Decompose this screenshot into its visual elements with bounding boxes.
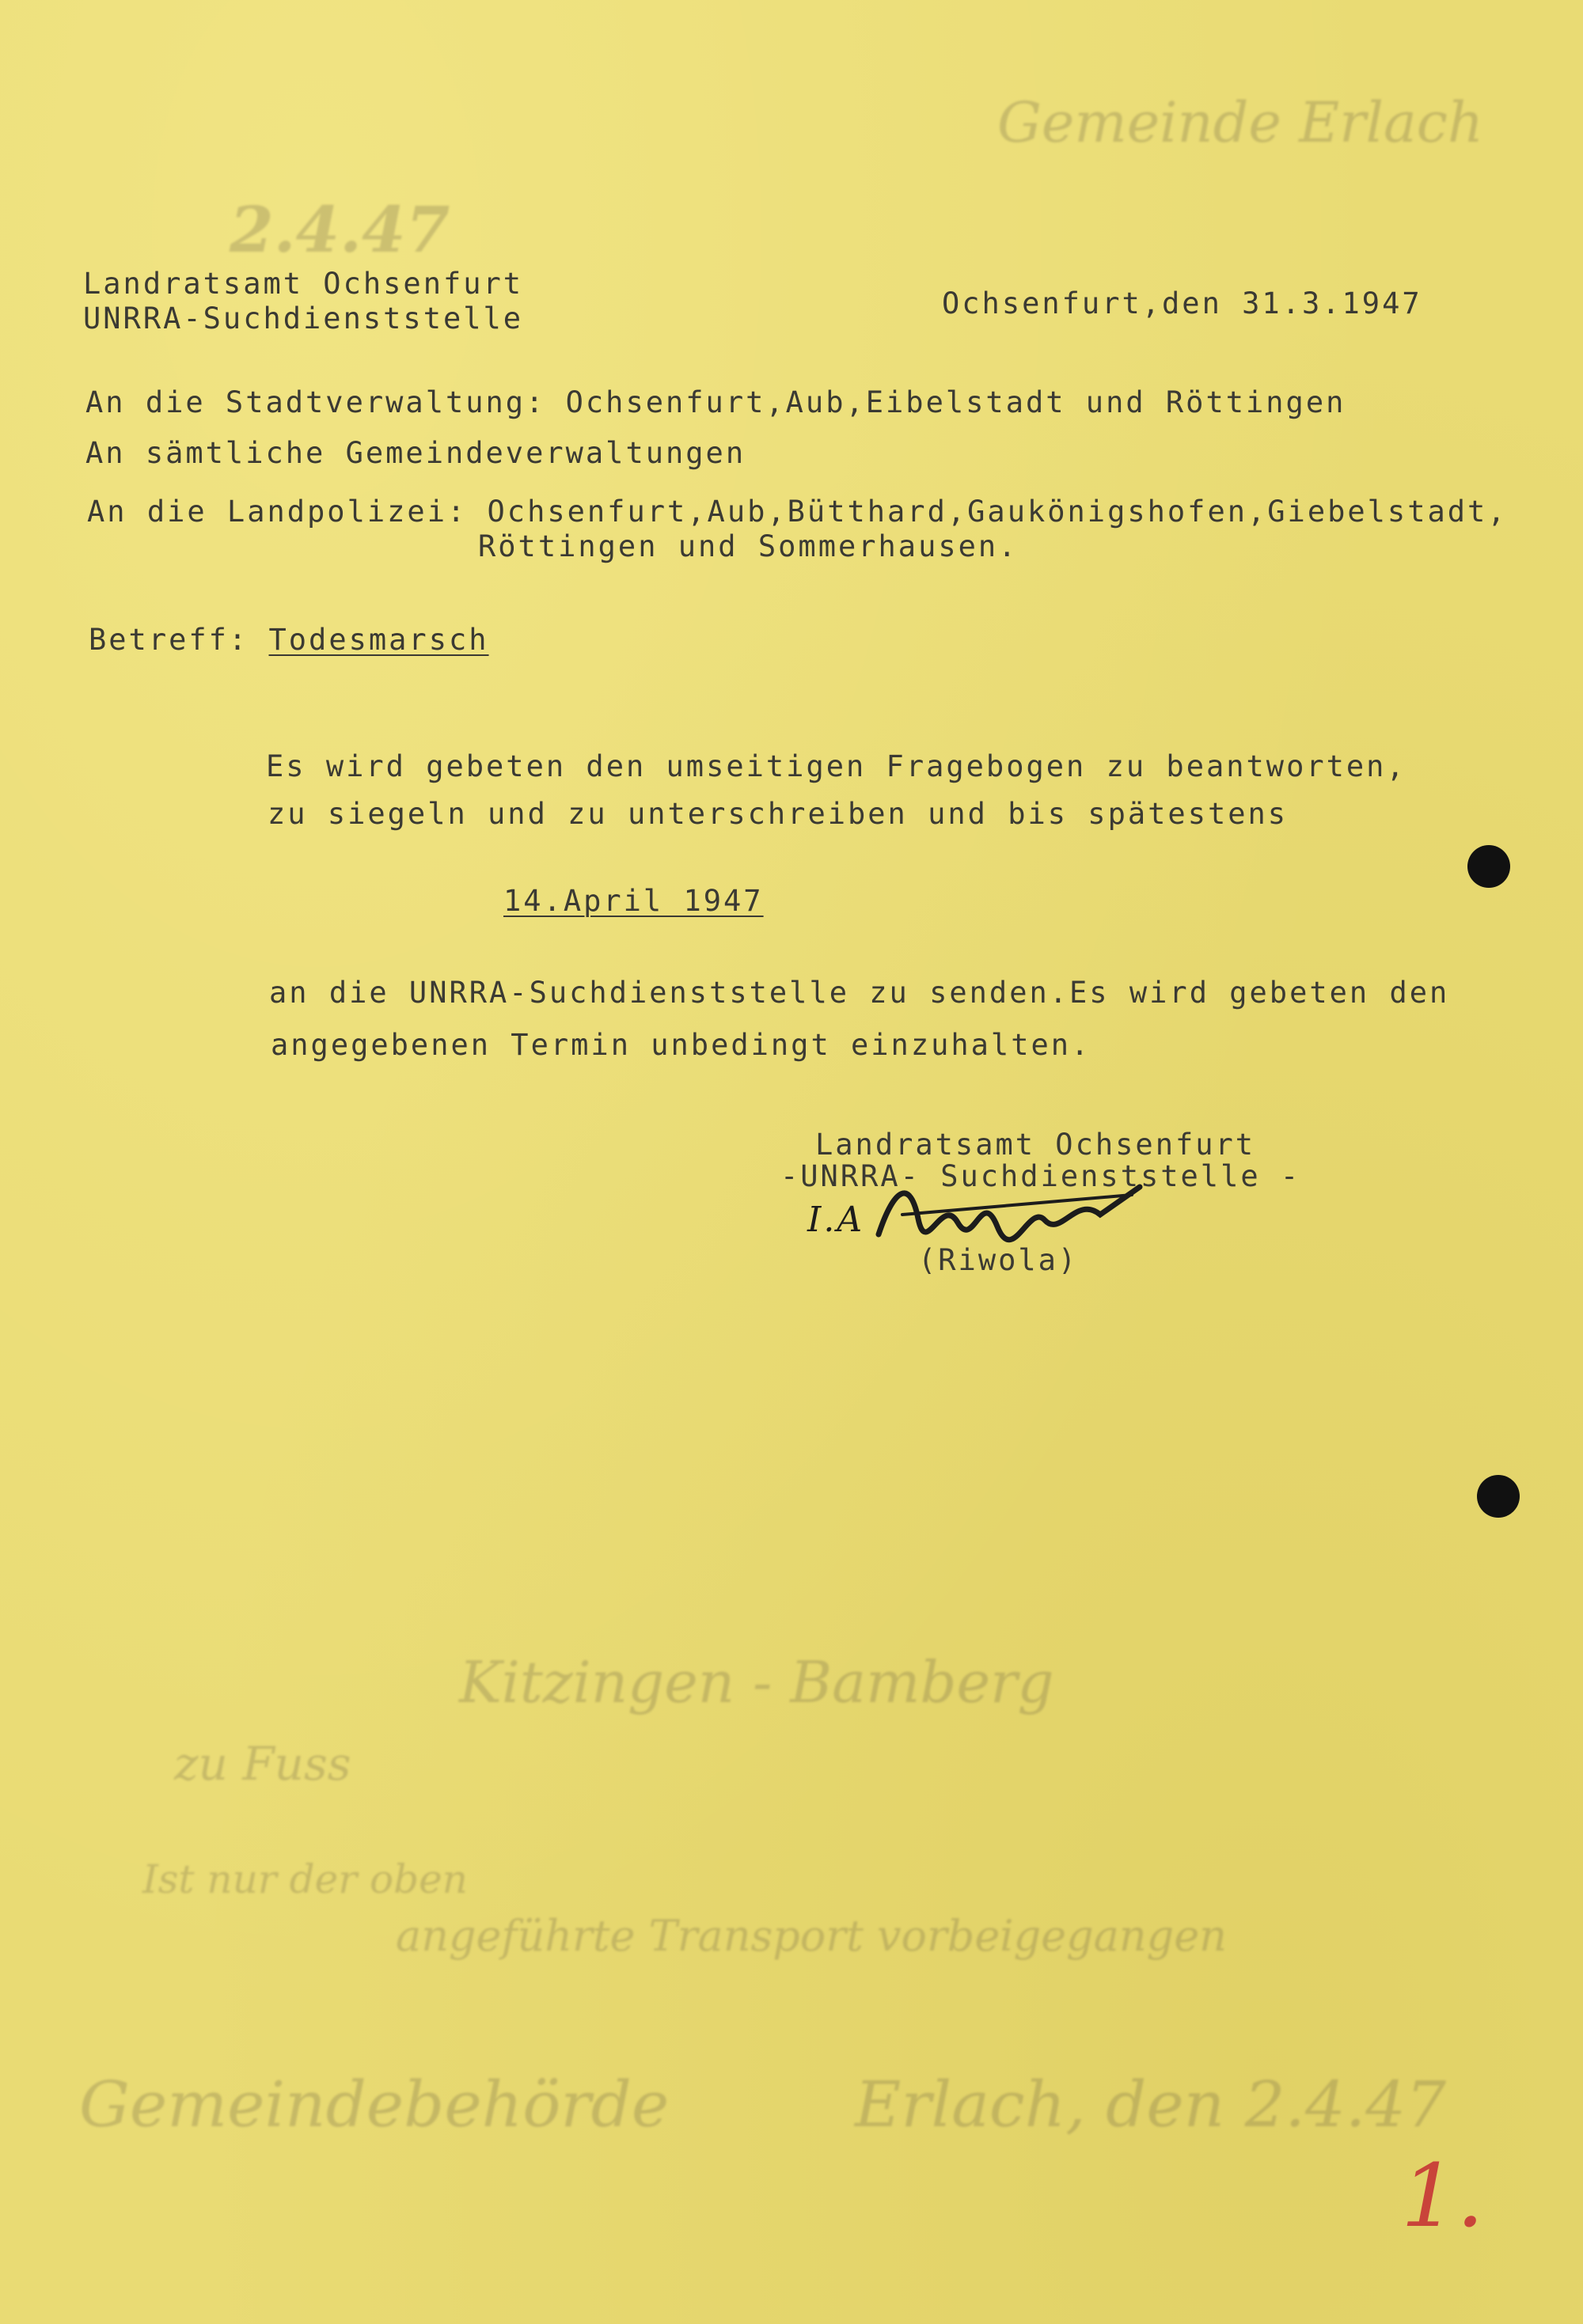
punch-hole-bottom [1477, 1475, 1520, 1518]
signature-name: (Riwola) [918, 1243, 1079, 1277]
subject-label: Betreff: [89, 623, 249, 657]
recipients-line-3: An die Landpolizei: Ochsenfurt,Aub,Bütthard,Gaukönigshofen,Giebelstadt, [87, 495, 1508, 529]
subject-line [89, 623, 489, 657]
recipients-line-4: Röttingen und Sommerhausen. [478, 529, 1019, 563]
signature-line-2: -UNRRA- Suchdienststelle - [780, 1159, 1301, 1193]
bleed-through-mid: Kitzingen - Bamberg [459, 1649, 1054, 1716]
bleed-through-mid4: angeführte Transport vorbeigegangen [396, 1911, 1227, 1961]
punch-hole-top [1467, 845, 1510, 888]
bleed-through-bottom-left: Gemeindebehörde [79, 2068, 670, 2141]
bleed-through-mid2: zu Fuss [174, 1737, 351, 1791]
body-line-4: angegebenen Termin unbedingt einzuhalten. [271, 1028, 1091, 1062]
recipients-line-2: An sämtliche Gemeindeverwaltungen [85, 436, 746, 470]
date-line: Ochsenfurt,den 31.3.1947 [942, 286, 1422, 320]
red-margin-mark: 1. [1401, 2145, 1484, 2246]
body-line-2: zu siegeln und zu unterschreiben und bis spätestens [268, 797, 1289, 831]
signature-line-1: Landratsamt Ochsenfurt [815, 1128, 1256, 1162]
body-line-1: Es wird gebeten den umseitigen Fragebogen zu beantworten, [266, 749, 1406, 783]
subject-value: Todesmarsch [268, 623, 489, 657]
recipients-line-1: An die Stadtverwaltung: Ochsenfurt,Aub,Eibelstadt und Röttingen [85, 385, 1346, 419]
letterhead-line-1: Landratsamt Ochsenfurt [83, 267, 524, 301]
body-line-3: an die UNRRA-Suchdienststelle zu senden.Es wird gebeten den [269, 976, 1450, 1010]
signature-prefix: I.A [807, 1200, 865, 1240]
bleed-through-mid3: Ist nur der oben [142, 1856, 468, 1902]
bleed-through-bottom-right: Erlach, den 2.4.47 [855, 2068, 1447, 2141]
deadline: 14.April 1947 [503, 884, 764, 918]
bleed-through-top-left: 2.4.47 [230, 192, 450, 267]
letterhead-line-2: UNRRA-Suchdienststelle [83, 301, 524, 336]
bleed-through-top-right: Gemeinde Erlach [997, 90, 1484, 155]
handwritten-signature [871, 1171, 1156, 1250]
